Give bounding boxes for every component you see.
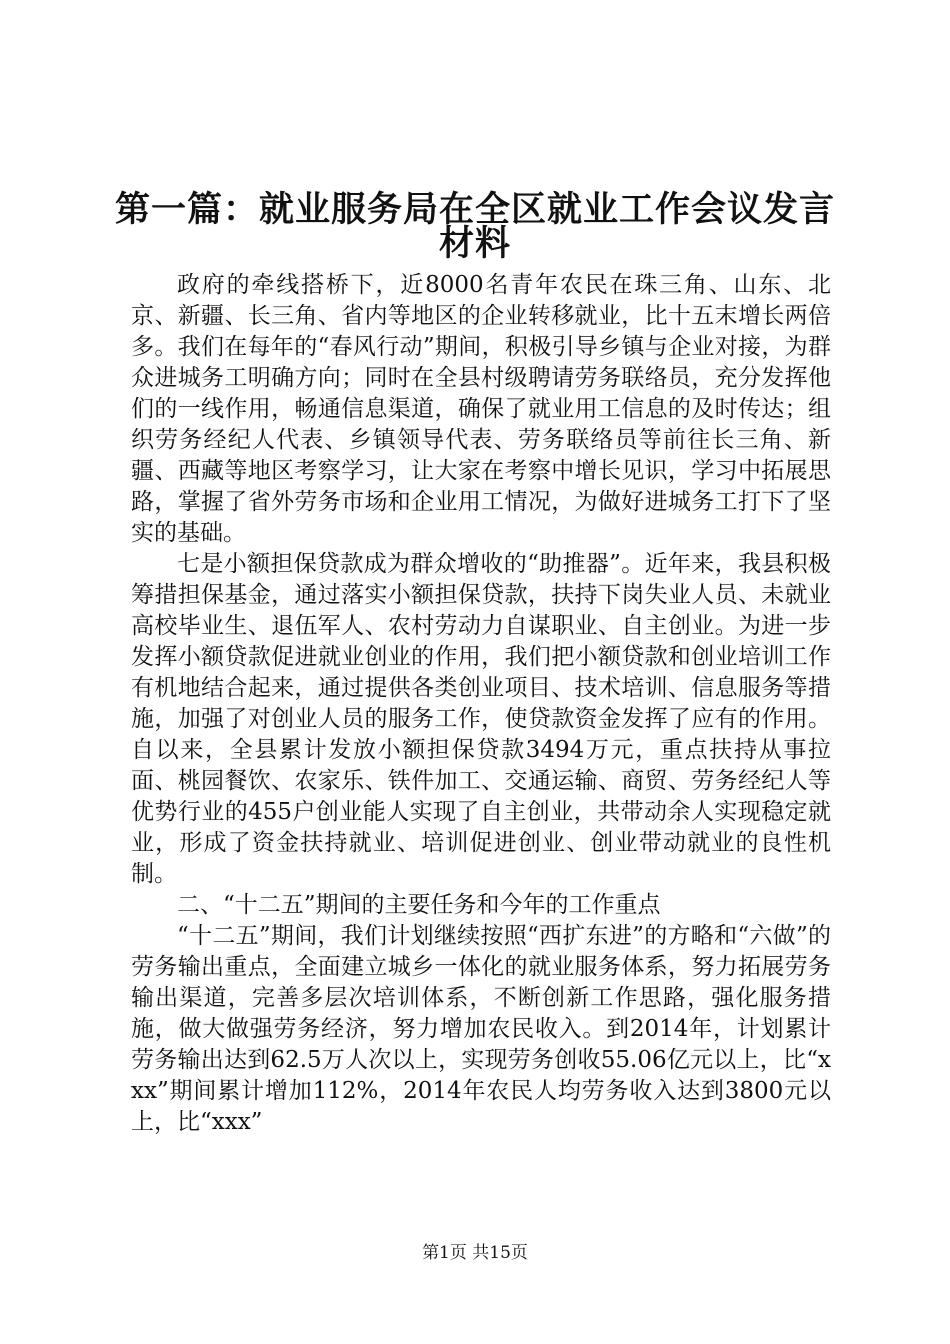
section-heading: 二、“十二五”期间的主要任务和今年的工作重点 — [177, 892, 661, 918]
document-title-line-2: 材料 — [438, 223, 511, 264]
document-title-line-1: 第一篇：就业服务局在全区就业工作会议发言 — [114, 189, 835, 230]
page-footer: 第1页 共15页 — [422, 1243, 528, 1263]
paragraph-2: 七是小额担保贷款成为群众增收的“助推器”。近年来，我县积极筹措担保基金，通过落实小额担保贷款，扶持下岗失业人员、未就业高校毕业生、退伍军人、农村劳动力自谋职业、自主创业。为进一步发挥小额贷款促进就业创业的作用，我们把小额贷款和创业培训工作有机地结合起来，通过提供各类创业项目、技术培训、信息服务等措施，加强了对创业人员的服务工作，使贷款资金发挥了应有的作用。自以来，全县累计发放小额担保贷款3494万元，重点扶持从事拉面、桃园餐饮、农家乐、铁件加工、交通运输、商贸、劳务经纪人等优势行业的455户创业能人实现了自主创业，共带动余人实现稳定就业，形成了资金扶持就业、培训促进创业、创业带动就业的良性机制。 — [131, 551, 831, 887]
document-body — [131, 270, 831, 1138]
paragraph-1: 政府的牵线搭桥下，近8000名青年农民在珠三角、山东、北京、新疆、长三角、省内等地区的企业转移就业，比十五末增长两倍多。我们在每年的“春风行动”期间，积极引导乡镇与企业对接，为群众进城务工明确方向；同时在全县村级聘请劳务联络员，充分发挥他们的一线作用，畅通信息渠道，确保了就业用工信息的及时传达；组织劳务经纪人代表、乡镇领导代表、劳务联络员等前往长三角、新疆、西藏等地区考察学习，让大家在考察中增长见识，学习中拓展思路，掌握了省外劳务市场和企业用工情况，为做好进城务工打下了坚实的基础。 — [131, 272, 831, 546]
paragraph-3: “十二五”期间，我们计划继续按照“西扩东进”的方略和“六做”的劳务输出重点，全面建立城乡一体化的就业服务体系，努力拓展劳务输出渠道，完善多层次培训体系，不断创新工作思路，强化服务措施，做大做强劳务经济，努力增加农民收入。到2014年，计划累计劳务输出达到62.5万人次以上，实现劳务创收55.06亿元以上，比“xxx”期间累计增加112%，2014年农民人均劳务收入达到3800元以上，比“xxx” — [131, 923, 831, 1135]
